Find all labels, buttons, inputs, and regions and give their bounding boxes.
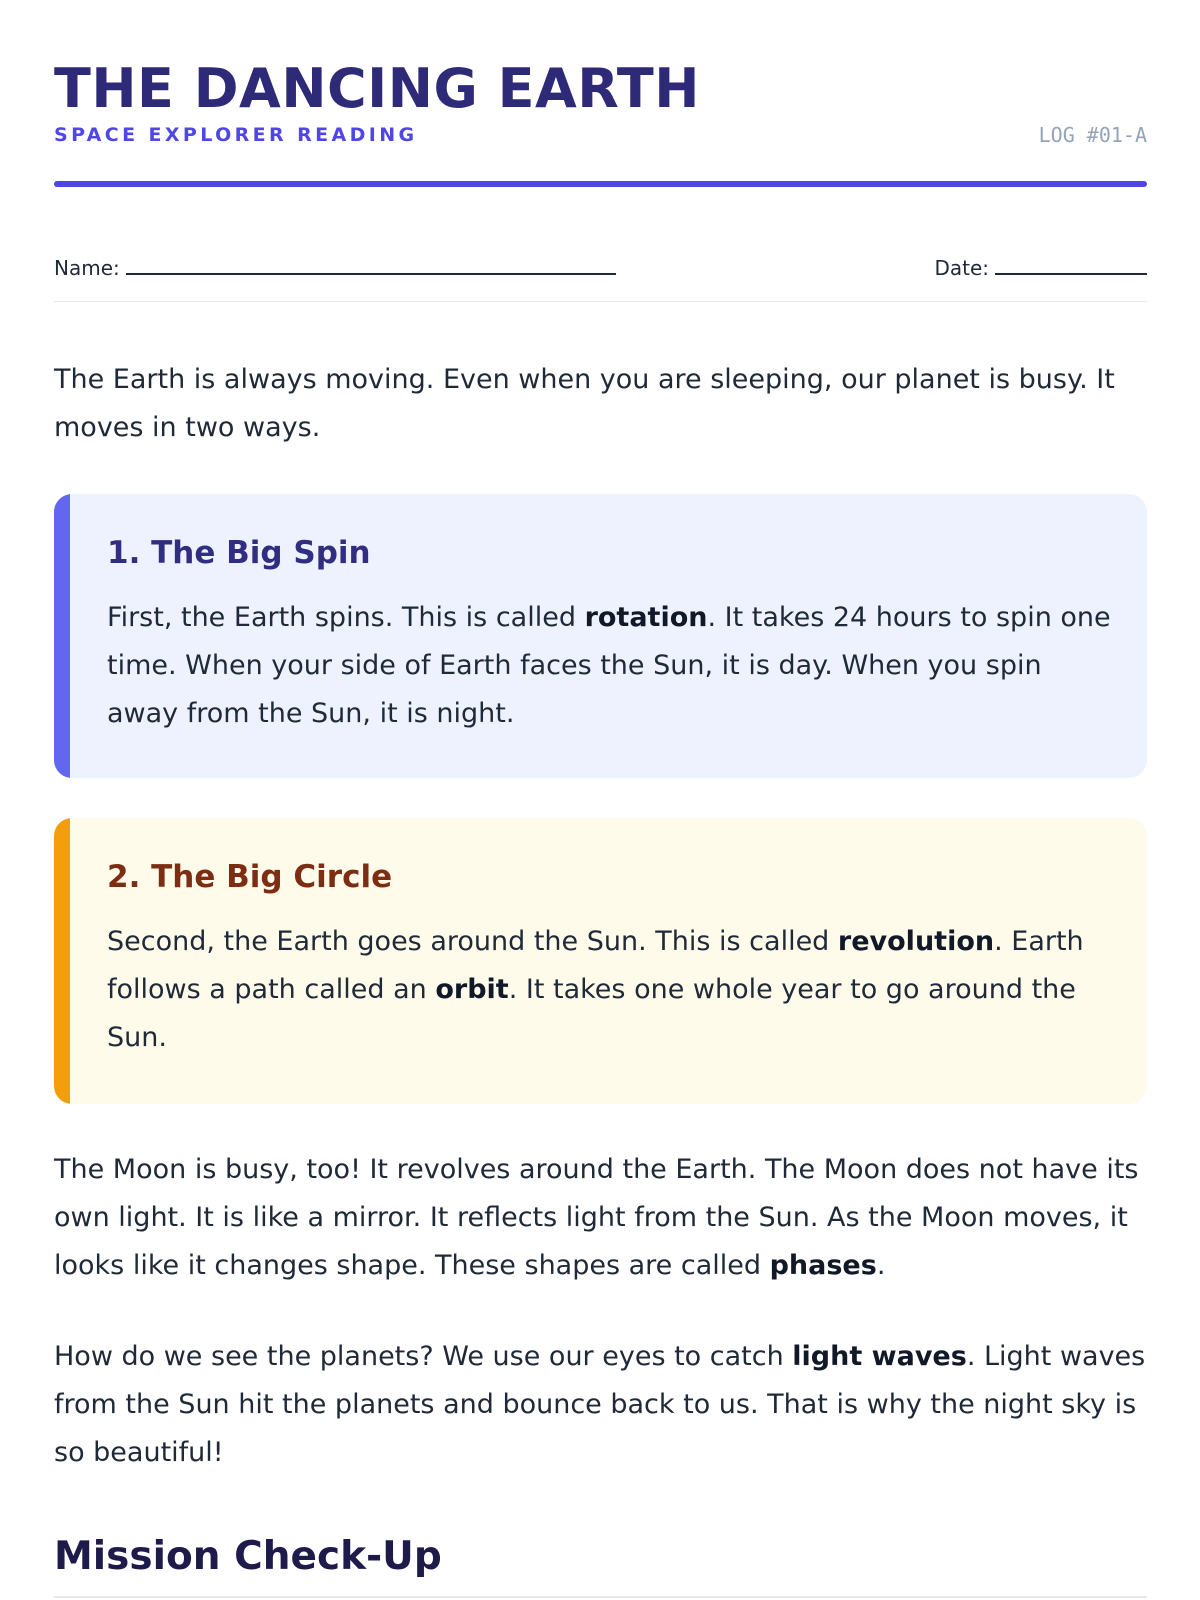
- term-light-waves: light waves: [792, 1341, 967, 1372]
- date-field[interactable]: [934, 253, 1147, 283]
- page-subtitle: SPACE EXPLORER READING: [54, 124, 418, 146]
- rotation-text: First, the Earth spins. This is called rotation. It takes 24 hours to spin one time. When your side of Earth faces the Sun, it is day. When you spin away from the Sun, it is night.: [107, 602, 1111, 729]
- term-rotation: rotation: [584, 602, 708, 633]
- log-id: LOG #01-A: [1038, 123, 1147, 147]
- mission-divider: [54, 1596, 1147, 1598]
- term-orbit: orbit: [435, 974, 509, 1005]
- info-divider: [54, 301, 1147, 302]
- worksheet-page: [54, 0, 1147, 1600]
- date-blank-line[interactable]: [995, 255, 1147, 275]
- term-phases: phases: [769, 1250, 877, 1281]
- name-field[interactable]: [54, 253, 616, 283]
- term-revolution: revolution: [837, 926, 995, 957]
- header-divider: [54, 181, 1147, 187]
- moon-paragraph: The Moon is busy, too! It revolves around the Earth. The Moon does not have its own light. It is like a mirror. It reflects light from the Sun. As the Moon moves, it looks like it changes shape. These shapes are called phases.: [54, 1154, 1139, 1281]
- revolution-callout: [54, 818, 1147, 1104]
- revolution-heading: 2. The Big Circle: [107, 859, 393, 895]
- page-title: THE DANCING EARTH: [54, 57, 700, 120]
- name-label: Name:: [54, 256, 120, 280]
- light-paragraph: How do we see the planets? We use our eyes to catch light waves. Light waves from the Sun hit the planets and bounce back to us. That is why the night sky is so beautiful!: [54, 1341, 1146, 1468]
- revolution-text: Second, the Earth goes around the Sun. This is called revolution. Earth follows a path called an orbit. It takes one whole year to go around the Sun.: [107, 926, 1084, 1053]
- name-blank-line[interactable]: [126, 255, 616, 275]
- mission-heading: Mission Check-Up: [54, 1534, 442, 1579]
- intro-paragraph: The Earth is always moving. Even when you are sleeping, our planet is busy. It moves in two ways.: [54, 364, 1115, 443]
- rotation-callout: [54, 494, 1147, 778]
- date-label: Date:: [934, 256, 989, 280]
- rotation-heading: 1. The Big Spin: [107, 535, 371, 571]
